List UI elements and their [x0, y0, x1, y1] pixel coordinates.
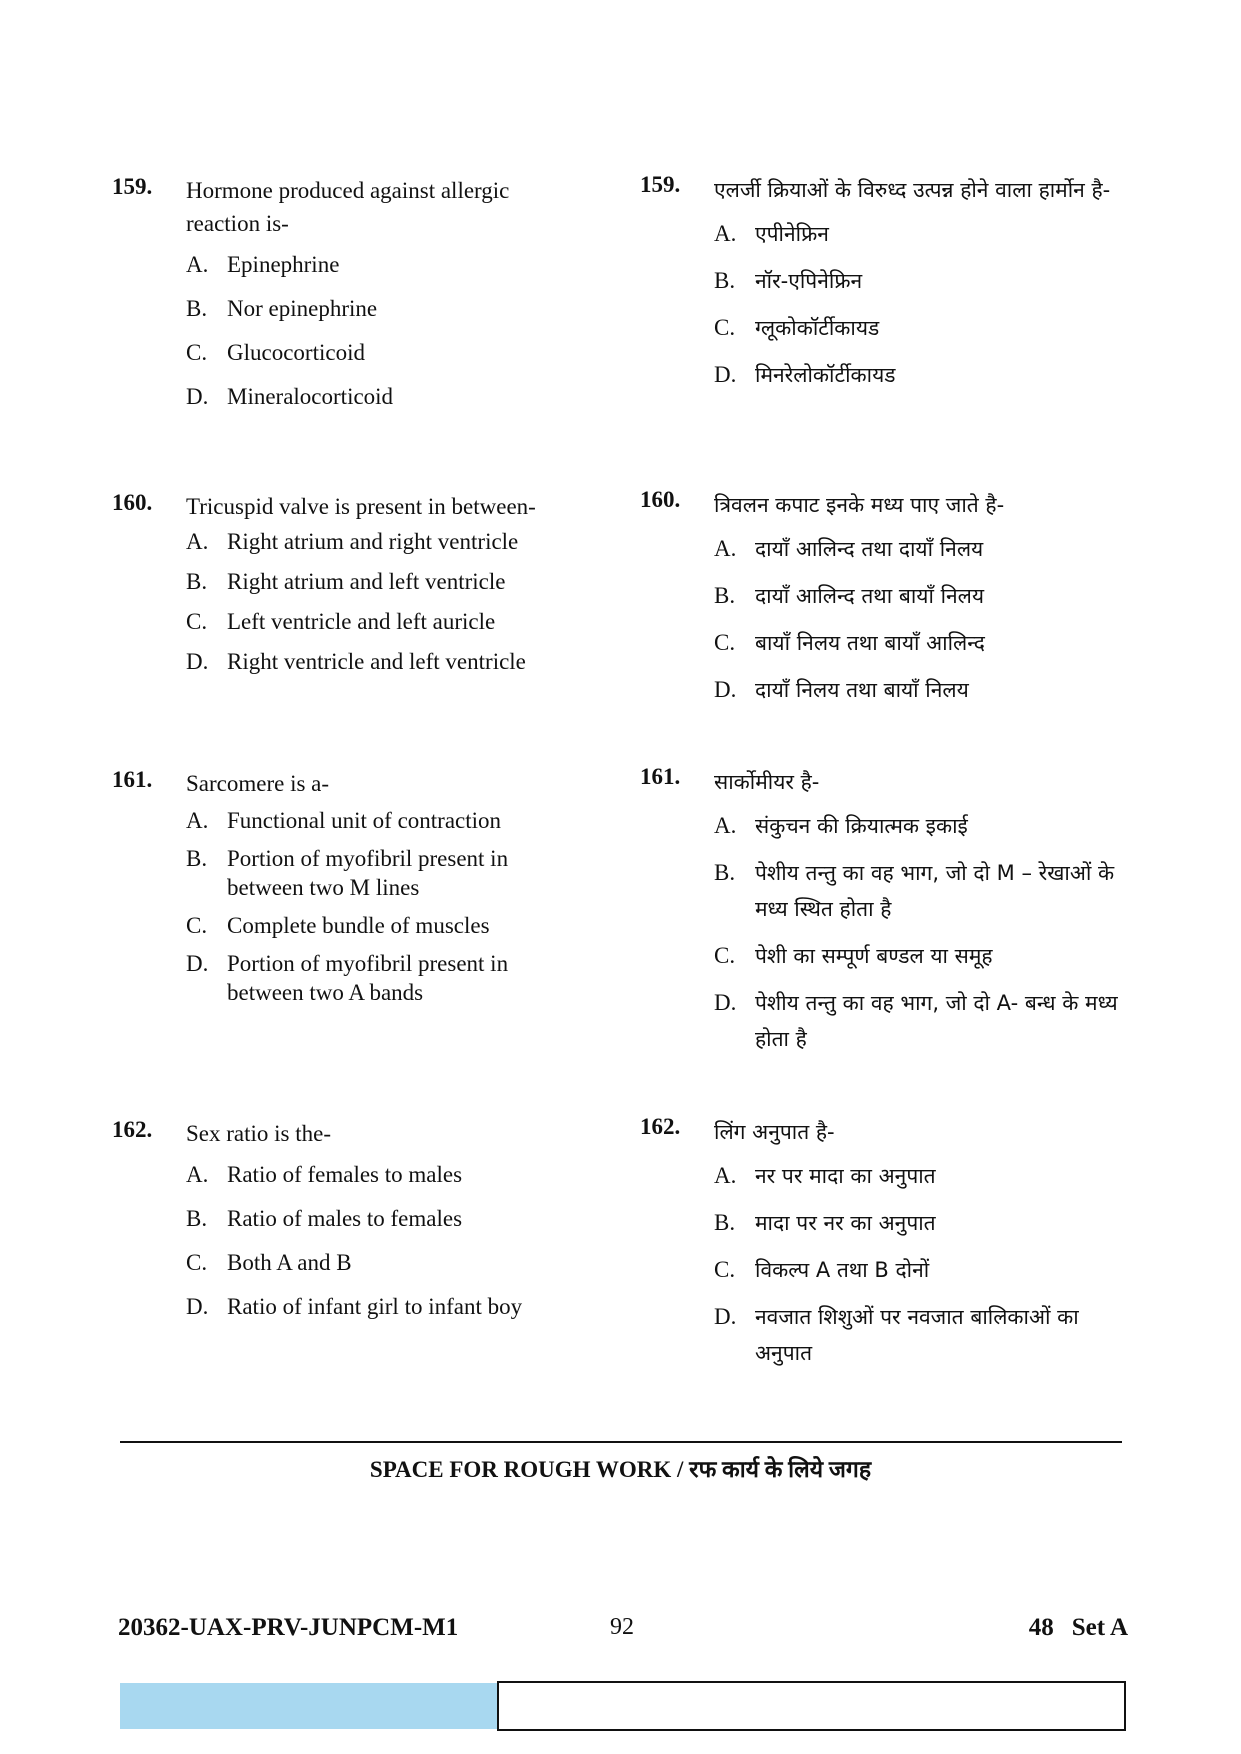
question-text: एलर्जी क्रियाओं के विरुध्द उत्पन्न होने वाला हार्मोन है-	[714, 178, 1111, 202]
option-d: D. Right ventricle and left ventricle	[186, 649, 526, 674]
rough-work-divider	[120, 1441, 1122, 1443]
question-159-en	[112, 174, 572, 411]
option-c: C. बायाँ निलय तथा बायाँ आलिन्द	[714, 630, 985, 655]
paper-code: 20362-UAX-PRV-JUNPCM-M1	[118, 1614, 459, 1641]
option-c: C. विकल्प A तथा B दोनों	[714, 1257, 930, 1282]
option-b: B. Right atrium and left ventricle	[186, 569, 506, 594]
question-text: Tricuspid valve is present in between-	[186, 494, 536, 519]
option-c: C. Left ventricle and left auricle	[186, 609, 496, 634]
option-a: A. एपीनेफ्रिन	[714, 221, 829, 246]
option-b: B. मादा पर नर का अनुपात	[714, 1210, 936, 1235]
booklet-number: 48	[1028, 1614, 1054, 1641]
option-b: B. नॉर-एपिनेफ्रिन	[714, 268, 863, 293]
question-159-hi	[640, 172, 1140, 393]
question-number: 162.	[640, 1114, 681, 1139]
question-text: Hormone produced against allergic reaction is-	[186, 178, 510, 236]
question-number: 160.	[112, 490, 153, 515]
question-text: Sex ratio is the-	[186, 1121, 331, 1146]
question-160-en	[112, 490, 572, 676]
question-number: 159.	[112, 174, 153, 199]
question-162-hi	[640, 1114, 1140, 1371]
page-number: 92	[610, 1614, 634, 1640]
option-d: D. Ratio of infant girl to infant boy	[186, 1294, 523, 1319]
question-number: 161.	[640, 764, 681, 789]
option-b: B. Portion of myofibril present in between two M lines	[186, 846, 509, 900]
option-d: D. पेशीय तन्तु का वह भाग, जो दो A- बन्ध के मध्य होता है	[714, 990, 1118, 1051]
question-number: 161.	[112, 767, 153, 792]
option-b: B. Ratio of males to females	[186, 1206, 463, 1231]
option-b: B. Nor epinephrine	[186, 296, 378, 321]
option-d: D. नवजात शिशुओं पर नवजात बालिकाओं का अनुपात	[714, 1304, 1079, 1365]
question-number: 160.	[640, 487, 681, 512]
question-number: 162.	[112, 1117, 153, 1142]
question-text: सार्कोमीयर है-	[714, 770, 820, 794]
option-a: A. Epinephrine	[186, 252, 340, 277]
option-a: A. Functional unit of contraction	[186, 808, 502, 833]
question-text: Sarcomere is a-	[186, 771, 330, 796]
option-c: C. Both A and B	[186, 1250, 352, 1275]
question-number: 159.	[640, 172, 681, 197]
option-a: A. नर पर मादा का अनुपात	[714, 1163, 936, 1188]
option-a: A. दायाँ आलिन्द तथा दायाँ निलय	[714, 536, 984, 561]
question-162-en	[112, 1117, 572, 1321]
footer-box	[497, 1681, 1126, 1731]
option-d: D. मिनरेलोकॉर्टीकायड	[714, 362, 896, 387]
option-d: D. दायाँ निलय तथा बायाँ निलय	[714, 677, 969, 702]
question-text: लिंग अनुपात है-	[714, 1120, 835, 1144]
question-161-hi	[640, 764, 1140, 1057]
option-c: C. पेशी का सम्पूर्ण बण्डल या समूह	[714, 943, 993, 968]
question-161-en	[112, 767, 572, 1007]
option-a: A. Right atrium and right ventricle	[186, 529, 519, 554]
footer-color-bar	[120, 1683, 497, 1729]
option-c: C. Complete bundle of muscles	[186, 913, 490, 938]
rough-work-heading: SPACE FOR ROUGH WORK / रफ कार्य के लिये जगह	[369, 1457, 872, 1482]
set-label	[1029, 1614, 1128, 1642]
option-c: C. Glucocorticoid	[186, 340, 365, 365]
option-a: A. Ratio of females to males	[186, 1162, 463, 1187]
option-c: C. ग्लूकोकॉर्टीकायड	[714, 315, 880, 340]
option-b: B. दायाँ आलिन्द तथा बायाँ निलय	[714, 583, 985, 608]
option-a: A. संकुचन की क्रियात्मक इकाई	[714, 813, 968, 838]
option-d: D. Mineralocorticoid	[186, 384, 394, 409]
question-text: त्रिवलन कपाट इनके मध्य पाए जाते है-	[714, 493, 1005, 517]
option-d: D. Portion of myofibril present in between two A bands	[186, 951, 509, 1005]
question-160-hi	[640, 487, 1140, 708]
set-name: Set A	[1071, 1614, 1128, 1641]
option-b: B. पेशीय तन्तु का वह भाग, जो दो M – रेखाओं के मध्य स्थित होता है	[714, 860, 1115, 921]
